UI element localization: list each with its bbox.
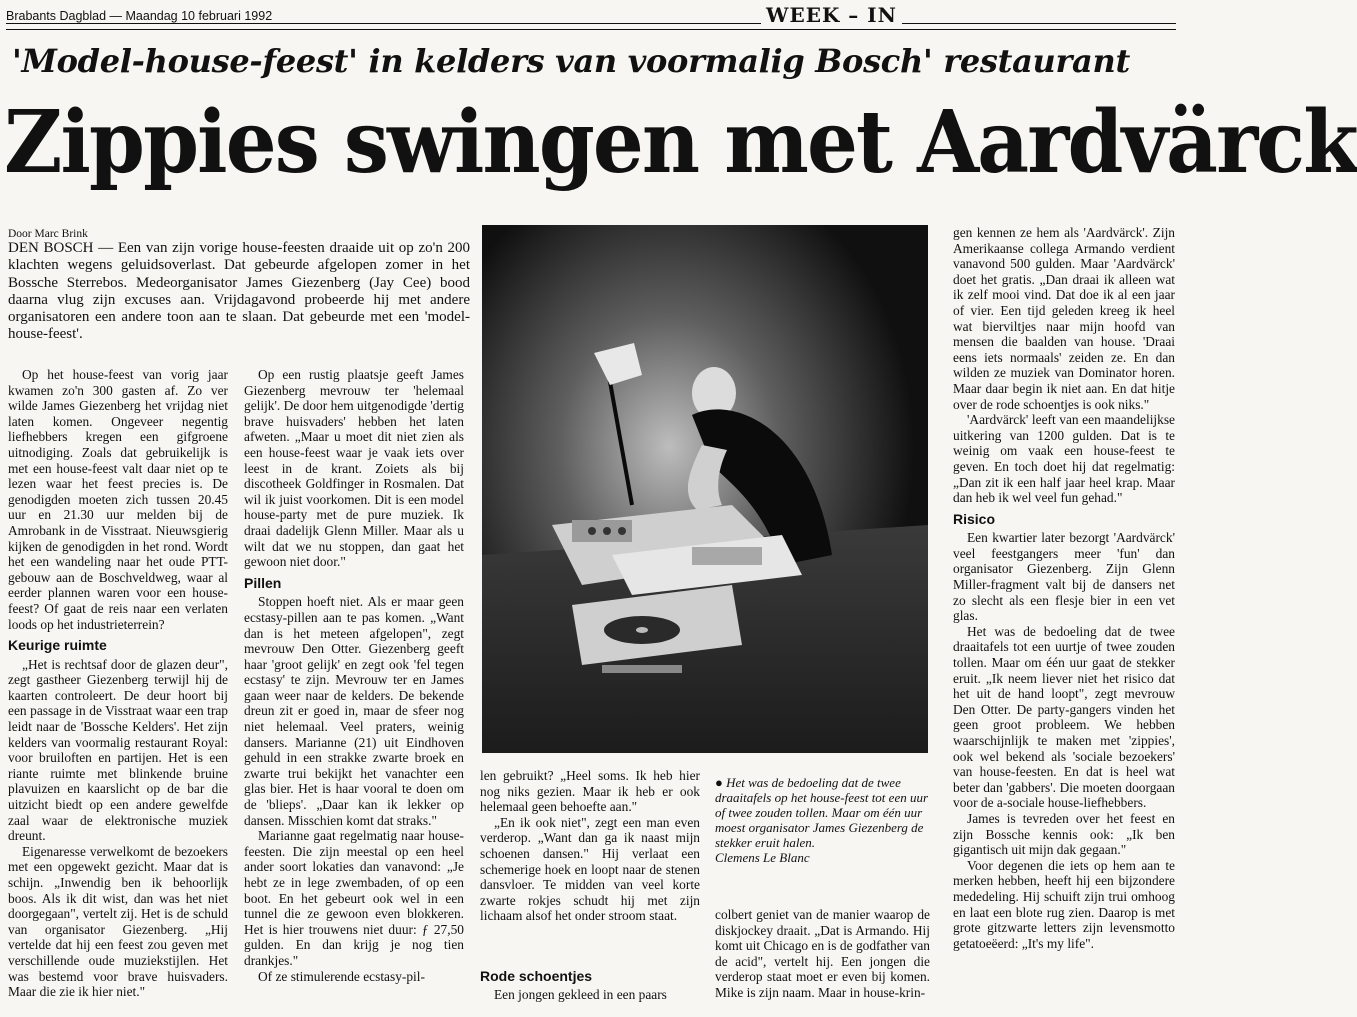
paragraph: Het was de bedoeling dat de twee draaitafels tot een uurtje of twee zouden tollen. Maar om één uur gaat de stekker eruit. „Ik neem liever niet het risico dat het uit de hand loopt", zegt mevrouw Den Otter. De party-gangers vinden het geen groot probleem. We hebben waarschijnlijk te maken met 'zippies', ook wel bekend als 'sociale bezoekers' van house-feesten. En dat is heel wat beter dan 'gabbers'. Die moeten doorgaan voor de a-sociale house-liefhebbers. <box>953 623 1175 811</box>
column-1 <box>8 367 228 1000</box>
subhead-rode-schoentjes: Rode schoentjes <box>480 968 593 984</box>
paragraph: Op het house-feest van vorig jaar kwamen zo'n 300 gasten af. Zo ver wilde James Giezenberg het vrijdag niet laten komen. Ongeveer negentig liefhebbers kregen een gifgroene uitnodiging. Zoals dat gebruikelijk is met een house-feest valt daar niet op te lezen waar het feest precies is. De genodigden moeten zich tussen 20.45 uur en 21.30 uur melden bij de Amrobank in de Visstraat. Nieuwsgierig kijken de genodigden in het rond. Wordt het een wandeling naar het oude PTT-gebouw aan de Boschveldweg, waar al eerder plannen waren voor een house-feest? Of gaat de reis naar een verlaten loods op het industrieterrein? <box>8 367 228 632</box>
subhead-pillen: Pillen <box>244 574 282 591</box>
paragraph: „En ik ook niet", zegt een man even verderop. „Want dan ga ik naast mijn schoenen dansen." Hij verlaat een schemerige hoek en loopt naar de stenen dansvloer. Te midden van veel korte zwarte rokjes schudt hij met zijn lichaam alsof het onder stroom staat. <box>480 814 700 924</box>
dj-photo <box>482 225 928 753</box>
paragraph: Stoppen hoeft niet. Als er maar geen ecstasy-pillen aan te pas komen. „Want dan is het meteen afgelopen", zegt mevrouw Den Otter. Giezenberg geeft haar 'groot gelijk' en zegt ook 'fel tegen ecstasy' te zijn. Mevrouw ter en James gaan weer naar de kelders. De bekende dreun zit er goed in, maar de sfeer nog niet helemaal. Veel praters, weinig dansers. Marianne (21) uit Eindhoven gehuld in een strakke zwarte broek en zwarte trui bekijkt het vanachter een glas bier. Het is haar vooral te doen om de 'blieps'. „Daar kan ik lekker op dansen. Misschien komt dat straks." <box>244 594 464 828</box>
caption-bullet-icon: ● <box>715 775 723 790</box>
column-4 <box>715 907 930 1001</box>
headline: Zippies swingen met Aardvärck <box>4 92 1357 193</box>
paragraph: Op een rustig plaatsje geeft James Giezenberg mevrouw ter 'helemaal gelijk'. De door hem uitgenodigde 'dertig brave huisvaders' hebben het laten afweten. „Maar u moet dit niet zien als een house-feest waar je vaak iets over leest in de krant. Zoiets als bij discotheek Goldfinger in Rosmalen. Dat wil ik juist voorkomen. Dit is een model house-party met de pure muziek. Ik draai dadelijk Glenn Miller. Maar als u wilt dat we nu stoppen, dan gaat het gewoon niet door." <box>244 367 464 570</box>
paragraph: Een jongen gekleed in een paars <box>494 987 667 1002</box>
byline: Door Marc Brink <box>8 228 88 240</box>
kicker: 'Model-house-feest' in kelders van voormalig Bosch' restaurant <box>12 42 1130 80</box>
paragraph: Een kwartier later bezorgt 'Aardvärck' veel feestgangers meer 'fun' dan organisator Giezenberg. Zijn Glenn Miller-fragment valt bij de dansers net zo slecht als een flesje bier in een vet glas. <box>953 530 1175 624</box>
dj-photo-illustration <box>482 225 928 753</box>
section-title: WEEK – IN <box>761 3 902 27</box>
masthead-rule <box>6 23 1176 24</box>
paragraph: Of ze stimulerende ecstasy-pil- <box>258 968 425 984</box>
column-2 <box>244 367 464 984</box>
masthead <box>6 3 1176 31</box>
photo-caption <box>715 775 930 865</box>
paragraph: James is tevreden over het feest en zijn Bossche kennis ook: „Ik ben gigantisch uit mijn dak gegaan." <box>953 810 1175 858</box>
paragraph: colbert geniet van de manier waarop de diskjockey draait. „Dat is Armando. Hij komt uit Chicago en is de godfather van de acid", vertelt hij. Een jongen die verderop staat moet er even bij komen. Mike is zijn naam. Maar in house-krin- <box>715 907 930 1000</box>
paragraph: len gebruikt? „Heel soms. Ik heb hier nog niks gezien. Maar ik heb er ook helemaal geen behoefte aan." <box>480 768 700 815</box>
paragraph: 'Aardvärck' leeft van een maandelijkse uitkering van 1200 gulden. Dat is te weinig om vaak een house-feest te geven. En toch doet hij dat regelmatig: „Dan zit ik een half jaar heel krap. Maar dan heb ik wel veel fun gehad." <box>953 412 1175 506</box>
column-3 <box>480 768 700 924</box>
masthead-rule-lower <box>6 29 1176 30</box>
paragraph: Marianne gaat regelmatig naar house-feesten. Die zijn meestal op een heel ander soort lokaties dan vanavond: „Je hebt ze in lege zwembaden, of op een boot. En het gebeurt ook wel in een tunnel die ze gewoon even blokkeren. Het is hier trouwens niet duur: ƒ 27,50 gulden. En dan krijg je nog tien drankjes." <box>244 828 464 968</box>
subhead-keurige-ruimte: Keurige ruimte <box>8 637 107 654</box>
paper-dateline: Brabants Dagblad — Maandag 10 februari 1992 <box>6 9 273 23</box>
paragraph: Voor degenen die iets op hem aan te merken hebben, heeft hij een bijzondere mededeling. Hij schuift zijn trui omhoog en laat een blote rug zien. Daarop is met grote gitzwarte letters zijn levensmotto getatoeëerd: „It's my life". <box>953 857 1175 951</box>
photo-credit: Clemens Le Blanc <box>715 850 810 865</box>
subhead-risico: Risico <box>953 510 996 527</box>
column-5 <box>953 225 1175 951</box>
paragraph: „Het is rechtsaf door de glazen deur", zegt gastheer Giezenberg terwijl hij de kaarten controleert. De deur hoort bij een passage in de Visstraat waar een trap leidt naar de 'Bossche Kelders'. Het zijn kelders van voormalig restaurant Royal: voor bruiloften en partijen. Het is een riante ruimte met blinkende bruine plavuizen en kaarslicht op de bar die uitzicht biedt op een andere gewelfde zaal waar de elektronische muziek dreunt. <box>8 656 228 844</box>
caption-text: Het was de bedoeling dat de twee draaitafels op het house-feest tot een uur of twee zouden tollen. Maar om één uur moest organisator James Giezenberg de stekker eruit halen. <box>715 775 929 850</box>
paragraph: Eigenaresse verwelkomt de bezoekers met een opgewekt gezicht. Maar dat is schijn. „Inwendig ben ik behoorlijk boos. Als ik dit wist, dan was het niet doorgegaan", vertelt zij. Het is de schuld van organisator Giezenberg. „Hij vertelde dat hij een feest zou geven met verschillende oude muziekstijlen. Het was bestemd voor brave huisvaders. Maar die zie ik hier niet." <box>8 843 228 1000</box>
paragraph: gen kennen ze hem als 'Aardvärck'. Zijn Amerikaanse collega Armando verdient vanavond 500 gulden. Maar 'Aardvärck' doet het gratis. „Dan draai ik alleen wat ik zelf mooi vind. Dat doe ik al een jaar of vier. Een tijd geleden kreeg ik heel wat bierviltjes naar mijn hoofd van mensen die baalden van house. 'Draai eens iets normaals' zeiden ze. En dan wilden ze muziek van Dominator horen. Maar daar begin ik niet aan. En dat hitje over de rode schoentjes is ook niks." <box>953 225 1175 412</box>
lead-paragraph: DEN BOSCH — Een van zijn vorige house-feesten draaide uit op zo'n 200 klachten wegens geluidsoverlast. Dat gebeurde afgelopen zomer in het Bossche Sterrebos. Medeorganisator James Giezenberg (Jay Cee) bood daarna vlug zijn excuses aan. Vrijdagavond probeerde hij met andere organisatoren een andere toon aan te slaan. Dat gebeurde met een 'model-house-feest'. <box>8 240 470 343</box>
column-3-tail <box>480 987 700 1003</box>
